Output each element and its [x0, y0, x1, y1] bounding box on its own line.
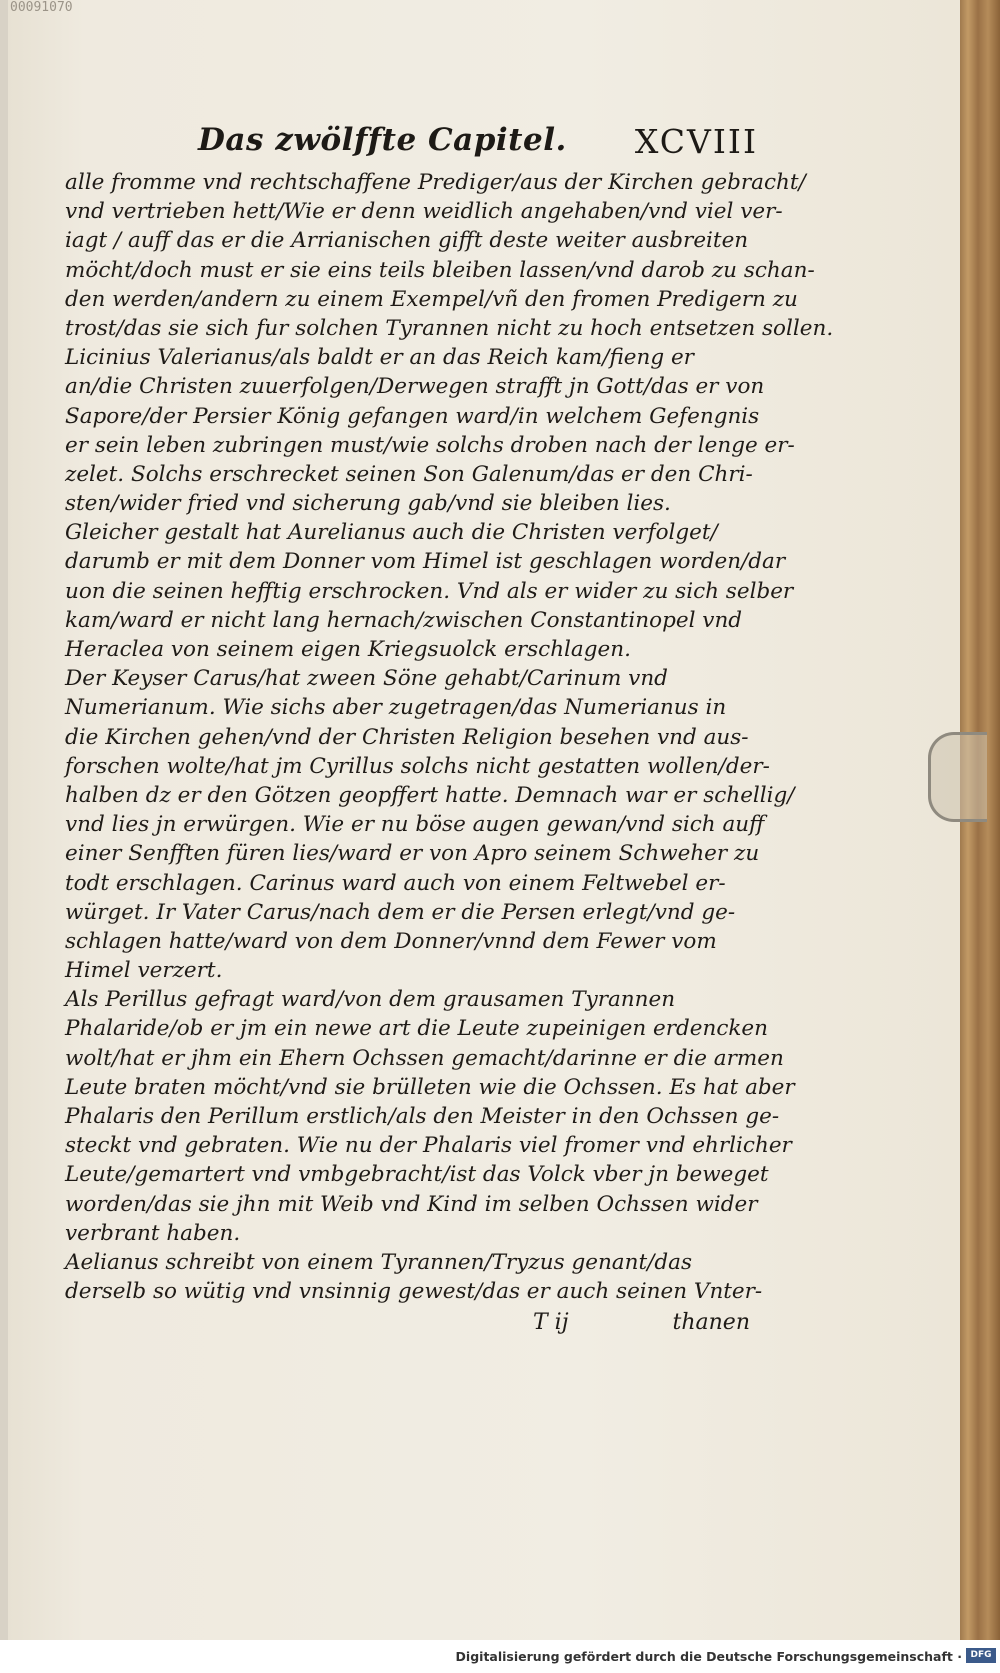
- dfg-logo-icon: DFG: [966, 1648, 996, 1663]
- text-line: Phalaride/ob er jm ein newe art die Leute zupeinigen erdencken: [65, 1016, 769, 1042]
- scan-id-mark: 00091070: [10, 0, 73, 15]
- text-line: uon die seinen hefftig erschrocken. Vnd als er wider zu sich selber: [65, 578, 794, 604]
- text-line: todt erschlagen. Carinus ward auch von einem Feltwebel er-: [65, 870, 726, 896]
- text-line: derselb so wütig vnd vnsinnig gewest/das er auch seinen Vnter-: [65, 1279, 763, 1305]
- text-line: iagt / auff das er die Arrianischen gifft deste weiter ausbreiten: [65, 228, 749, 254]
- funding-credit: Digitalisierung gefördert durch die Deutsche Forschungsgemeinschaft ·: [455, 1649, 962, 1664]
- text-line: verbrant haben.: [65, 1220, 241, 1246]
- text-line: Als Perillus gefragt ward/von dem grausamen Tyrannen: [65, 987, 676, 1013]
- text-line: Numerianum. Wie sichs aber zugetragen/das Numerianus in: [65, 695, 727, 721]
- text-line: halben dz er den Götzen geopffert hatte. Demnach war er schellig/: [65, 782, 795, 808]
- running-head: [198, 122, 758, 170]
- text-line: Der Keyser Carus/hat zween Söne gehabt/Carinum vnd: [65, 666, 668, 692]
- book-clasp: [928, 732, 987, 822]
- text-line: steckt vnd gebraten. Wie nu der Phalaris viel fromer vnd ehrlicher: [65, 1133, 792, 1159]
- chapter-title: Das zwölffte Capitel.: [198, 122, 567, 158]
- catchword: thanen: [672, 1310, 750, 1335]
- text-line: Licinius Valerianus/als baldt er an das Reich kam/fieng er: [65, 345, 694, 371]
- text-line: worden/das sie jhn mit Weib vnd Kind im selben Ochssen wider: [65, 1191, 758, 1217]
- text-line: zelet. Solchs erschrecket seinen Son Galenum/das er den Chri-: [65, 461, 753, 487]
- text-line: Phalaris den Perillum erstlich/als den Meister in den Ochssen ge-: [65, 1104, 780, 1129]
- text-line: vnd lies jn erwürgen. Wie er nu böse augen gewan/vnd sich auff: [65, 812, 765, 838]
- text-line: möcht/doch must er sie eins teils bleiben lassen/vnd darob zu schan-: [65, 257, 815, 283]
- text-line: alle fromme vnd rechtschaffene Prediger/aus der Kirchen gebracht/: [65, 170, 806, 195]
- text-line: kam/ward er nicht lang hernach/zwischen Constantinopel vnd: [65, 607, 743, 633]
- text-line: Himel verzert.: [65, 958, 223, 984]
- text-line: darumb er mit dem Donner vom Himel ist geschlagen worden/dar: [65, 549, 786, 575]
- text-line: einer Senfften füren lies/ward er von Apro seinem Schweher zu: [65, 841, 760, 867]
- page-footer: [65, 1310, 750, 1344]
- text-line: er sein leben zubringen must/wie solchs droben nach der lenge er-: [65, 432, 795, 458]
- credit-bar: [0, 1640, 1000, 1673]
- text-line: an/die Christen zuuerfolgen/Derwegen strafft jn Gott/das er von: [65, 374, 765, 400]
- text-line: vnd vertrieben hett/Wie er denn weidlich angehaben/vnd viel ver-: [65, 199, 783, 225]
- text-line: würget. Ir Vater Carus/nach dem er die Persen erlegt/vnd ge-: [65, 899, 736, 925]
- text-line: Gleicher gestalt hat Aurelianus auch die Christen verfolget/: [65, 520, 718, 546]
- text-line: Heraclea von seinem eigen Kriegsuolck erschlagen.: [65, 637, 631, 662]
- folio-number: XCVIII: [634, 122, 758, 161]
- text-line: Sapore/der Persier König gefangen ward/in welchem Gefengnis: [65, 403, 760, 429]
- text-line: Leute/gemartert vnd vmbgebracht/ist das Volck vber jn beweget: [65, 1162, 769, 1188]
- text-line: Leute braten möcht/vnd sie brülleten wie die Ochssen. Es hat aber: [65, 1074, 795, 1100]
- body-text: [65, 168, 834, 1306]
- book-page: [8, 0, 960, 1640]
- text-line: den werden/andern zu einem Exempel/vñ den fromen Predigern zu: [65, 286, 798, 312]
- text-line: schlagen hatte/ward von dem Donner/vnnd dem Fewer vom: [65, 928, 717, 954]
- text-line: wolt/hat er jhm ein Ehern Ochssen gemacht/darinne er die armen: [65, 1045, 784, 1071]
- text-line: die Kirchen gehen/vnd der Christen Religion besehen vnd aus-: [65, 724, 749, 750]
- text-line: trost/das sie sich fur solchen Tyrannen nicht zu hoch entsetzen sollen.: [65, 315, 834, 341]
- text-line: forschen wolte/hat jm Cyrillus solchs nicht gestatten wollen/der-: [65, 753, 770, 779]
- text-line: Aelianus schreibt von einem Tyrannen/Tryzus genant/das: [65, 1249, 692, 1275]
- text-line: sten/wider fried vnd sicherung gab/vnd sie bleiben lies.: [65, 491, 671, 517]
- signature-mark: T ij: [533, 1310, 569, 1335]
